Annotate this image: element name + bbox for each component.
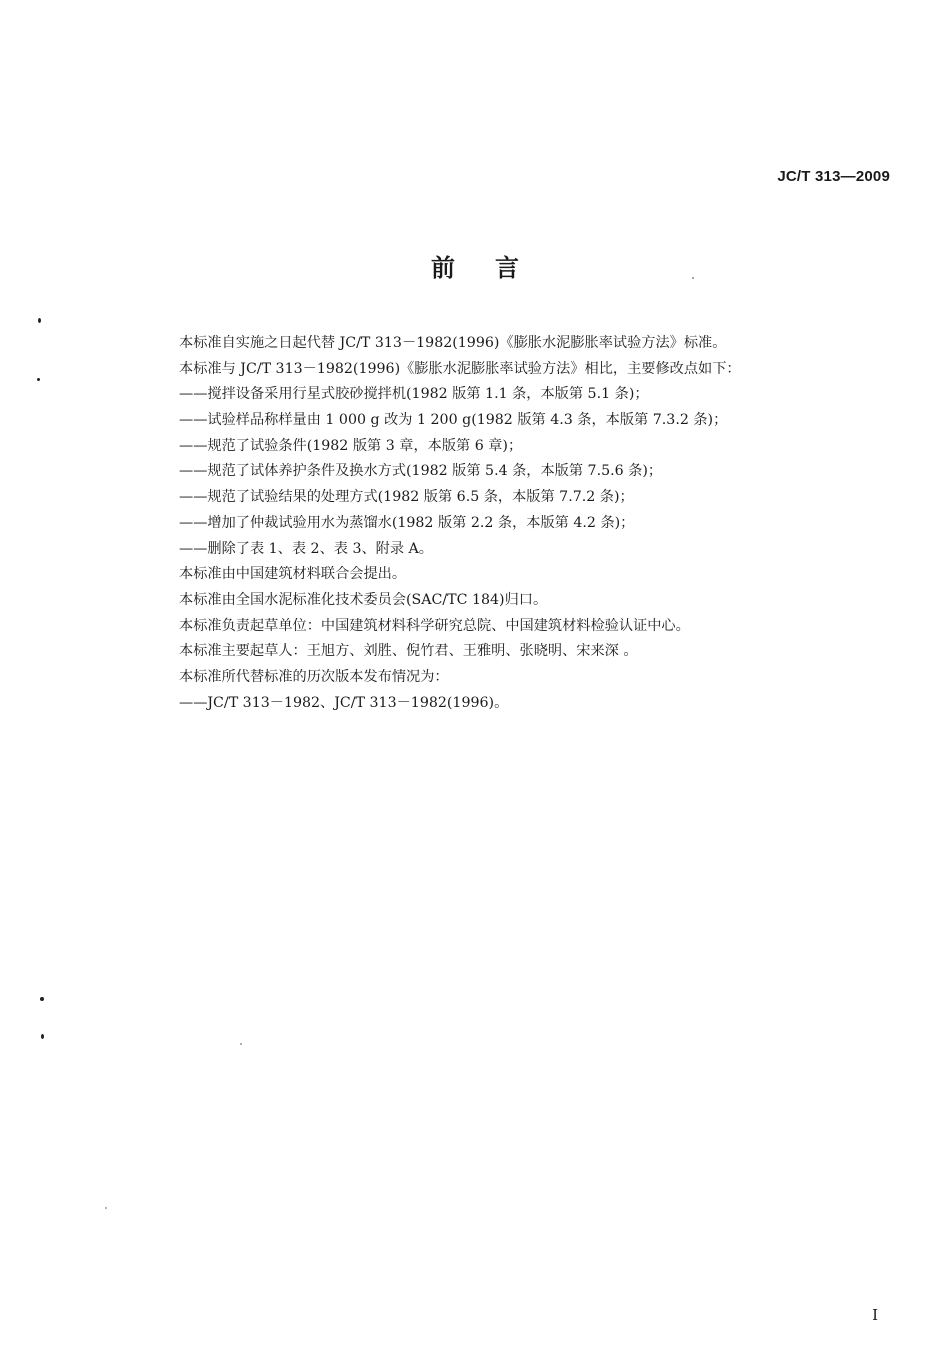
- page-number: I: [872, 1306, 878, 1324]
- scan-speck: [40, 997, 44, 1001]
- page-title: 前言: [431, 254, 559, 282]
- paragraph: 本标准由中国建筑材料联合会提出。: [179, 566, 407, 583]
- list-item: ——删除了表 1、表 2、表 3、附录 A。: [179, 540, 433, 557]
- paragraph: 本标准负责起草单位：中国建筑材料科学研究总院、中国建筑材料检验认证中心。: [179, 617, 690, 634]
- standard-number: JC/T 313—2009: [777, 168, 890, 185]
- scan-speck: [692, 277, 694, 279]
- list-item: ——增加了仲裁试验用水为蒸馏水(1982 版第 2.2 条，本版第 4.2 条)；: [179, 514, 635, 531]
- list-item: ——JC/T 313－1982、JC/T 313－1982(1996)。: [179, 694, 509, 711]
- paragraph: 本标准自实施之日起代替 JC/T 313－1982(1996)《膨胀水泥膨胀率试验方法》标准。: [179, 335, 727, 351]
- list-item: ——搅拌设备采用行星式胶砂搅拌机(1982 版第 1.1 条，本版第 5.1 条)；: [179, 386, 649, 403]
- list-item: ——规范了试验结果的处理方式(1982 版第 6.5 条，本版第 7.7.2 条)；: [179, 489, 634, 506]
- scan-speck: [105, 1207, 107, 1209]
- paragraph: 本标准由全国水泥标准化技术委员会(SAC/TC 184)归口。: [179, 591, 548, 608]
- list-item: ——规范了试验条件(1982 版第 3 章，本版第 6 章)；: [179, 437, 523, 454]
- scan-speck: [41, 1034, 44, 1039]
- foreword-body: [179, 331, 899, 716]
- list-item: ——规范了试体养护条件及换水方式(1982 版第 5.4 条，本版第 7.5.6 条)；: [179, 463, 663, 480]
- paragraph: 本标准所代替标准的历次版本发布情况为：: [179, 668, 449, 685]
- list-item: ——试验样品称样量由 1 000 g 改为 1 200 g(1982 版第 4.3 条，本版第 7.3.2 条)；: [179, 412, 728, 429]
- scan-speck: [38, 318, 41, 323]
- scan-speck: [240, 1043, 242, 1045]
- paragraph: 本标准主要起草人：王旭方、刘胜、倪竹君、王雅明、张晓明、宋来深 。: [179, 643, 638, 660]
- paragraph: 本标准与 JC/T 313－1982(1996)《膨胀水泥膨胀率试验方法》相比，主要修改点如下：: [179, 360, 741, 377]
- scan-speck: [37, 378, 40, 381]
